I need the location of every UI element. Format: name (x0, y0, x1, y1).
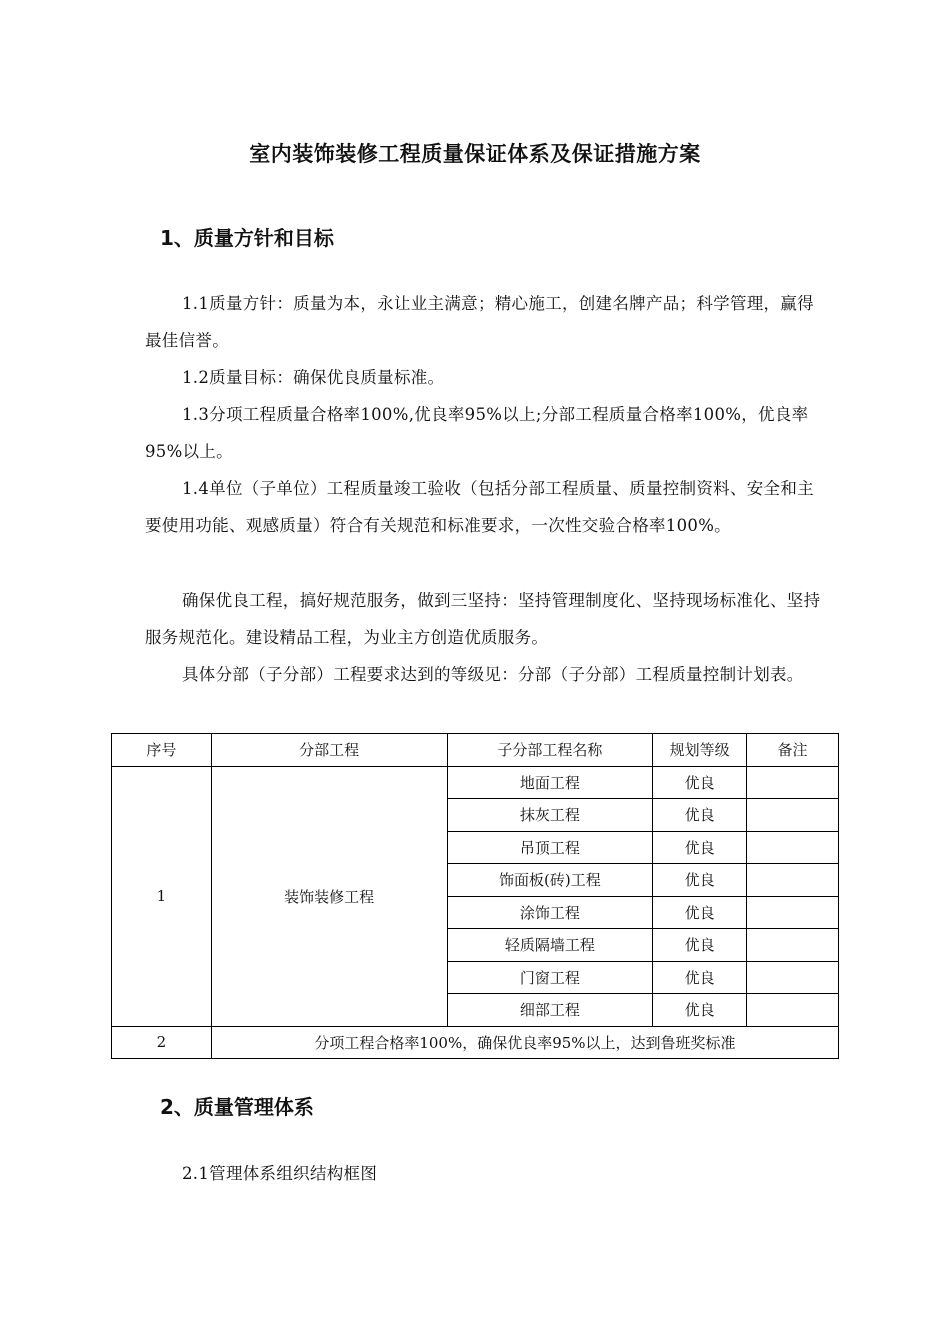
cell-note (747, 994, 839, 1027)
cell-note (747, 929, 839, 962)
paragraph-grade-reference: 具体分部（子分部）工程要求达到的等级见：分部（子分部）工程质量控制计划表。 (182, 665, 804, 684)
cell-grade: 优良 (653, 766, 747, 799)
table-row (112, 766, 839, 799)
cell-division: 装饰装修工程 (211, 766, 447, 1026)
cell-subdivision: 涂饰工程 (447, 896, 653, 929)
cell-subdivision: 抹灰工程 (447, 799, 653, 832)
paragraph-pass-rate: 1.3分项工程质量合格率100%,优良率95%以上;分部工程质量合格率100%，优良率95%以上。 (145, 405, 809, 461)
document-title: 室内装饰装修工程质量保证体系及保证措施方案 (249, 142, 701, 166)
cell-grade: 优良 (653, 799, 747, 832)
cell-note (747, 831, 839, 864)
cell-subdivision: 细部工程 (447, 994, 653, 1027)
table-row-summary (112, 1026, 839, 1059)
cell-grade: 优良 (653, 831, 747, 864)
cell-index: 1 (112, 766, 212, 1026)
cell-grade: 优良 (653, 864, 747, 897)
cell-grade: 优良 (653, 929, 747, 962)
cell-grade: 优良 (653, 994, 747, 1027)
table-header-row (112, 734, 839, 767)
paragraph-acceptance: 1.4单位（子单位）工程质量竣工验收（包括分部工程质量、质量控制资料、安全和主要使用功能、观感质量）符合有关规范和标准要求，一次性交验合格率100%。 (145, 479, 814, 535)
subsection-2-1: 2.1管理体系组织结构框图 (182, 1164, 378, 1183)
header-division: 分部工程 (211, 734, 447, 767)
header-subdivision: 子分部工程名称 (447, 734, 653, 767)
cell-subdivision: 吊顶工程 (447, 831, 653, 864)
cell-index: 2 (112, 1026, 212, 1059)
section-2-heading: 2、质量管理体系 (160, 1095, 314, 1119)
paragraph-quality-goal: 1.2质量目标：确保优良质量标准。 (182, 368, 445, 387)
cell-grade: 优良 (653, 896, 747, 929)
paragraph-quality-policy: 1.1质量方针：质量为本，永让业主满意；精心施工，创建名牌产品；科学管理，赢得最佳信誉。 (145, 294, 814, 350)
section-1-heading: 1、质量方针和目标 (160, 226, 334, 250)
cell-summary: 分项工程合格率100%，确保优良率95%以上，达到鲁班奖标准 (211, 1026, 838, 1059)
cell-subdivision: 门窗工程 (447, 961, 653, 994)
cell-note (747, 766, 839, 799)
cell-note (747, 864, 839, 897)
cell-note (747, 961, 839, 994)
header-note: 备注 (747, 734, 839, 767)
quality-control-plan-table (111, 733, 839, 1059)
cell-subdivision: 饰面板(砖)工程 (447, 864, 653, 897)
cell-subdivision: 地面工程 (447, 766, 653, 799)
header-grade: 规划等级 (653, 734, 747, 767)
cell-grade: 优良 (653, 961, 747, 994)
paragraph-three-adherences: 确保优良工程，搞好规范服务，做到三坚持：坚持管理制度化、坚持现场标准化、坚持服务规范化。建设精品工程，为业主方创造优质服务。 (145, 591, 821, 647)
cell-subdivision: 轻质隔墙工程 (447, 929, 653, 962)
cell-note (747, 799, 839, 832)
cell-note (747, 896, 839, 929)
header-index: 序号 (112, 734, 212, 767)
